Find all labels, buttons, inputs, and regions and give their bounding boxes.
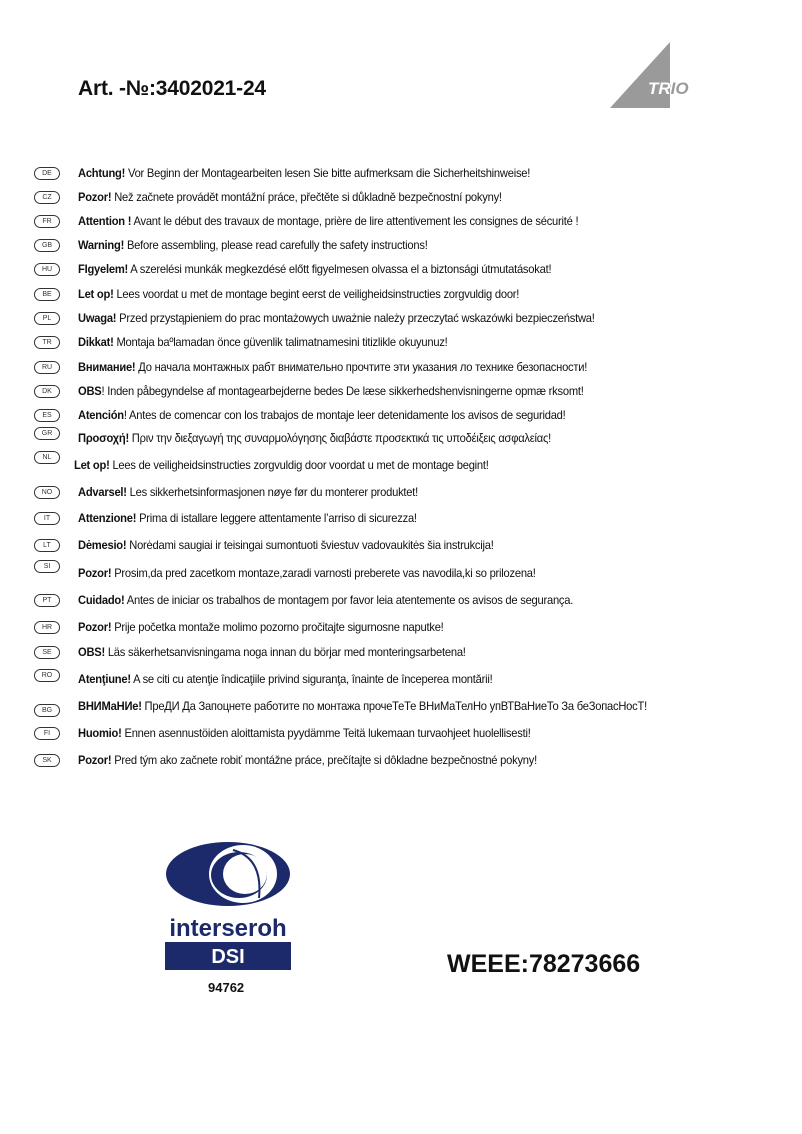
warning-title: Dikkat!	[78, 335, 114, 349]
warning-text	[78, 166, 530, 180]
language-badge: SE	[34, 646, 60, 659]
warning-text	[78, 384, 584, 398]
warning-body: ! Antes de comencar con los trabajos de montaje leer detenidamente los avisos de seguridad!	[123, 408, 566, 422]
warning-title: Attention !	[78, 214, 132, 228]
warning-title: Attenzione!	[78, 511, 137, 525]
warning-title: Cuidado!	[78, 593, 125, 607]
language-badge: NO	[34, 486, 60, 499]
warning-row-nl	[34, 453, 520, 474]
language-badge: FI	[34, 727, 60, 740]
language-badge: SI	[34, 560, 60, 573]
weee-number: WEEE:78273666	[447, 950, 641, 978]
warning-text	[78, 311, 595, 325]
article-number: Art. -№:3402021-24	[78, 77, 266, 100]
warning-text	[78, 360, 587, 374]
warning-row-es	[34, 406, 602, 424]
warning-text	[78, 672, 492, 686]
trio-logo-text: TRIO	[648, 79, 689, 98]
interseroh-logo	[163, 838, 293, 974]
warning-row-tr	[34, 333, 475, 351]
language-badge: RU	[34, 361, 60, 374]
warning-text	[78, 726, 531, 740]
warning-text	[78, 485, 418, 499]
warning-title: Advarsel!	[78, 485, 127, 499]
warning-title: Let op!	[74, 458, 110, 472]
warning-text	[78, 566, 536, 580]
language-badge: BG	[34, 704, 60, 717]
warning-text	[78, 753, 537, 767]
language-badge: TR	[34, 336, 60, 349]
warning-body: Les sikkerhetsinformasjonen nøye før du monterer produktet!	[126, 485, 419, 499]
warning-title: OBS!	[78, 645, 105, 659]
warning-body: Vor Beginn der Montagearbeiten lesen Sie bitte aufmerksam die Sicherheitshinweise!	[125, 166, 531, 180]
warning-row-fi	[34, 724, 565, 742]
warning-text	[78, 699, 647, 713]
warning-title: Uwaga!	[78, 311, 117, 325]
warning-body: A se citi cu atenţie îndicaţiile privind siguranţa, înainte de începerea montării!	[130, 672, 493, 686]
warning-title: Atenţiune!	[78, 672, 131, 686]
warning-body: ! Inden påbegyndelse af montagearbejderne bedes De læse sikkerhedshenvisningerne opmæ rksomt!	[101, 384, 584, 398]
language-badge: CZ	[34, 191, 60, 204]
warning-title: ВНИМаНИе!	[78, 699, 142, 713]
language-badge: IT	[34, 512, 60, 525]
warning-body: Πριν την διεξαγωγή της συναρμολόγησης διαβάστε προσεκτικά τις υποδέιξεις ασφαλείας!	[128, 431, 552, 445]
warning-body: Ennen asennustöiden aloittamista pyydämme Teitä lukemaan turvaohjeet huolellisesti!	[121, 726, 531, 740]
warning-row-lt	[34, 536, 525, 554]
language-badge: FR	[34, 215, 60, 228]
warning-title: Προσοχή!	[78, 431, 129, 445]
language-badge: LT	[34, 539, 60, 552]
warning-text	[78, 262, 551, 276]
warning-text	[78, 335, 448, 349]
language-badge: RO	[34, 669, 60, 682]
warning-body: Before assembling, please read carefully the safety instructions!	[124, 238, 428, 252]
warning-body: Pred tým ako začnete robiť montážne práce, prečítajte si dôkladne bezpečnostné pokyny!	[111, 753, 537, 767]
warning-body: Prije početka montaže molimo pozorno pročitajte sigurnosne naputke!	[111, 620, 444, 634]
warning-text	[78, 620, 444, 634]
language-badge: HR	[34, 621, 60, 634]
warning-title: Warning!	[78, 238, 125, 252]
warning-title: Huomio!	[78, 726, 122, 740]
warning-text	[78, 431, 551, 445]
warning-body: Przed przystąpieniem do prac montażowych uważnie należy przeczytać wskazówki bezpieczeństwa!	[116, 311, 595, 325]
warning-title: Pozor!	[78, 566, 112, 580]
language-badge: NL	[34, 451, 60, 464]
trio-logo	[604, 38, 704, 112]
warning-text	[78, 511, 417, 525]
warning-row-hu	[34, 260, 587, 278]
warning-body: Avant le début des travaux de montage, prière de lire attentivement les consignes de sécurité !	[131, 214, 579, 228]
warning-title: Pozor!	[78, 753, 112, 767]
warning-row-hr	[34, 618, 471, 636]
warning-body: Läs säkerhetsanvisningama noga innan du börjar med monteringsarbetena!	[104, 645, 466, 659]
warning-title: Dėmesio!	[78, 538, 127, 552]
warning-text	[78, 593, 573, 607]
warning-title: Atención	[78, 408, 124, 422]
warning-title: Pozor!	[78, 190, 112, 204]
trio-triangle	[610, 42, 670, 108]
warning-row-si	[34, 564, 570, 582]
warning-title: Let op!	[78, 287, 114, 301]
warning-row-ru	[34, 358, 625, 376]
warning-text	[78, 190, 502, 204]
warning-body: Prima di istallare leggere attentamente l’arriso di sicurezza!	[136, 511, 417, 525]
warning-row-no	[34, 483, 444, 501]
dsi-logo-text: DSI	[211, 946, 245, 968]
warning-row-de	[34, 164, 564, 182]
language-badge: GR	[34, 427, 60, 440]
warning-row-pt	[34, 591, 610, 609]
language-badge: PL	[34, 312, 60, 325]
language-badge: HU	[34, 263, 60, 276]
warning-body: Lees de veiligheidsinstructies zorgvuldig door voordat u met de montage begint!	[109, 458, 489, 472]
warning-body: ПреДИ Да Запоцнете работите по монтажа прочеТеТе ВНиМаТелНо упВТВаНиеТо За беЗопасНосТ!	[141, 699, 647, 713]
language-badge: SK	[34, 754, 60, 767]
warning-title: Achtung!	[78, 166, 126, 180]
warning-row-gr	[34, 429, 587, 447]
warning-title: Pozor!	[78, 620, 112, 634]
warning-row-gb	[34, 236, 454, 254]
warning-row-ro	[34, 670, 524, 688]
warning-text	[78, 645, 466, 659]
language-badge: PT	[34, 594, 60, 607]
warning-title: FIgyelem!	[78, 262, 129, 276]
language-badge: DE	[34, 167, 60, 180]
warning-row-bg	[34, 697, 690, 715]
warning-body: Antes de iniciar os trabalhos de montagem por favor leia atentemente os avisos de segurança.	[124, 593, 574, 607]
warning-row-be	[34, 285, 552, 303]
warning-text	[74, 458, 489, 472]
warning-row-sk	[34, 751, 572, 769]
warning-body: Lees voordat u met de montage begint eerst de veiligheidsinstructies zorgvuldig door!	[113, 287, 520, 301]
warning-title: OBS	[78, 384, 102, 398]
language-badge: BE	[34, 288, 60, 301]
language-badge: ES	[34, 409, 60, 422]
warning-body: До начала монтажных рабт внимательно прочтите эти указания ло технике безопасности!	[135, 360, 588, 374]
language-badge: GB	[34, 239, 60, 252]
warning-text	[78, 538, 494, 552]
language-badge: DK	[34, 385, 60, 398]
warning-row-se	[34, 643, 495, 661]
recycler-number: 94762	[208, 980, 245, 995]
warning-text	[78, 238, 428, 252]
warning-body: Norėdami saugiai ir teisingai sumontuoti šviestuv vadovaukitės šia instrukcija!	[126, 538, 494, 552]
warning-text	[78, 408, 566, 422]
warning-row-it	[34, 509, 442, 527]
warning-text	[78, 287, 519, 301]
warning-row-cz	[34, 188, 534, 206]
warning-body: A szerelési munkák megkezdésé előtt figyelmesen olvassa el a biztonsági útmutatásokat!	[128, 262, 552, 276]
warning-title: Внимание!	[78, 360, 136, 374]
warning-row-pl	[34, 309, 634, 327]
warning-body: Montaja baºlamadan önce güvenlik talimatnamesini titizlikle okuyunuz!	[113, 335, 448, 349]
warning-row-fr	[34, 212, 616, 230]
warning-body: Prosim,da pred zacetkom montaze,zaradi varnosti preberete vas navodila,ki so prilozena!	[111, 566, 536, 580]
warning-body: Než začnete provádět montážní práce, přečtěte si důkladně bezpečnostní pokyny!	[111, 190, 502, 204]
interseroh-logo-text: interseroh	[169, 915, 287, 942]
warning-row-dk	[34, 382, 622, 400]
warning-text	[78, 214, 578, 228]
